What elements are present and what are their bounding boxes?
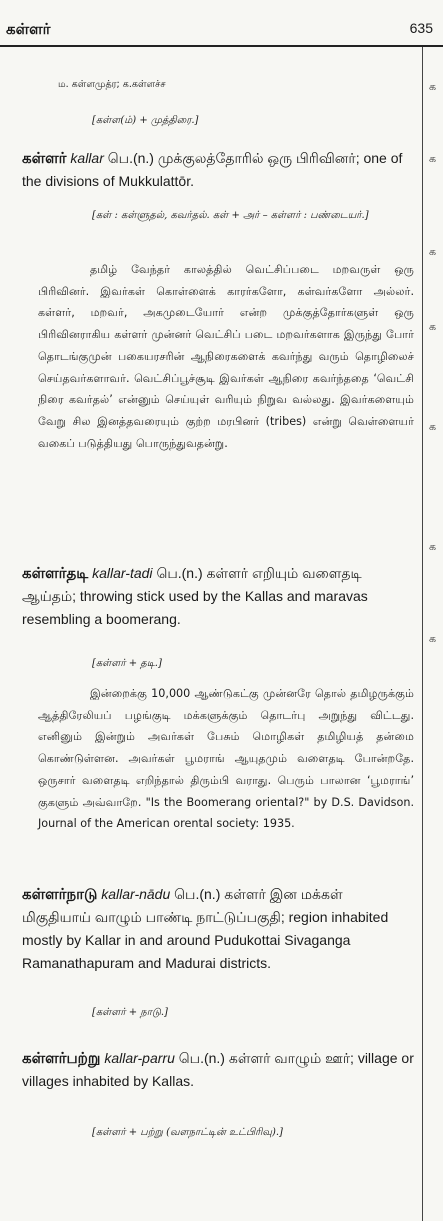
- transliteration: kallar-tadi: [92, 565, 153, 581]
- entry-paragraph: [38, 683, 414, 835]
- column-divider: [422, 47, 423, 1221]
- next-column-fragment: க: [429, 420, 437, 433]
- headword: கள்ளர்தடி: [22, 564, 89, 582]
- definition: கள்ளர் எறியும் வளைதடி ஆய்தம்; throwing stick used by the Kallas and maravas resembling a boomerang.: [22, 565, 368, 627]
- headword: கள்ளர்: [22, 149, 67, 167]
- next-column-fragment: க: [429, 80, 437, 93]
- transliteration: kallar-nādu: [101, 886, 171, 902]
- headword: கள்ளர்பற்று: [22, 1049, 101, 1067]
- transliteration: kallar: [70, 150, 104, 166]
- etymology-source: [கள்ள(ம்) + முத்திரை.]: [92, 115, 199, 126]
- etymology-source: [கள்ளர் + தடி.]: [92, 658, 162, 669]
- etymology-cognates: ம. கள்ளமுத்ர; க.கள்ளச்ச: [58, 79, 166, 90]
- headword: கள்ளர்நாடு: [22, 885, 98, 903]
- dictionary-entry: [22, 562, 414, 631]
- etymology-source: [கள்ளர் + பற்று (வளநாட்டின் உட்பிரிவு).]: [92, 1127, 283, 1138]
- definition: கள்ளர் வாழும் ஊர்; village or villages inhabited by Kallas.: [22, 1050, 414, 1089]
- etymology-source: [கள் : கள்ளுதல், கவர்தல். கள் + அர் – கள்ளர் : பண்டையர்.]: [92, 210, 369, 221]
- part-of-speech: பெ.(n.): [178, 1050, 225, 1066]
- dictionary-entry: [22, 1047, 414, 1093]
- page-header: [0, 0, 443, 44]
- dictionary-entry: [22, 883, 414, 975]
- dictionary-entry: [22, 147, 414, 193]
- part-of-speech: பெ.(n.): [156, 565, 203, 581]
- transliteration: kallar-parru: [104, 1050, 175, 1066]
- next-column-fragment: க: [429, 152, 437, 165]
- definition: முக்குலத்தோரில் ஒரு பிரிவினர்; one of the divisions of Mukkulattōr.: [22, 150, 403, 189]
- next-column-fragment: க: [429, 540, 437, 553]
- paragraph-text: இன்றைக்கு 10,000 ஆண்டுகட்கு முன்னரே தொல் தமிழருக்கும் ஆத்திரேலியப் பழங்குடி மக்களுக்கும் தொடர்பு அறுந்து விட்டது. எனினும் இன்றும் அவர்கள் பேசும் மொழிகள் தமிழியத் தன்மை கொண்டுள்ளன. அவர்கள் பூமராங் ஆயுதமும் வளைதடி போன்றதே. ஒருசார் வளைதடி எறிந்தால் திரும்பி வராது. பெரும் பாலான ‘பூமராங்’ குகளும் அவ்வாறே. "Is the Boomerang oriental?" by D.S. Davidson. Journal of the American orental society: 1935.: [38, 687, 414, 831]
- part-of-speech: பெ.(n.): [174, 886, 221, 902]
- paragraph-text: தமிழ் வேந்தர் காலத்தில் வெட்சிப்படை மறவருள் ஒரு பிரிவினர். இவர்கள் கொள்ளைக் காரர்களோ, கள்வர்களோ அல்லர். கள்ளர், மறவர், அகமுடையோர் என்ற முக்குத்தோர்களுள் ஒரு பிரிவினராகிய கள்ளர் முன்னர் வெட்சிப் படை மறவர்களாக இருந்து போர் தொடங்குமுன் பகையரசரின் ஆநிரைகளைக் கவர்ந்து வரும் தொழிலைச் செய்தவர்களாவர். வெட்சிப்பூச்சூடி இவர்கள் ஆநிரை கவர்ந்ததை ‘வெட்சி நிரை கவர்தல்’ என்னும் செய்யுள் வரியும் நிறுவ வல்லது. இவர்களையும் வேறு சில இனத்தவரையும் குற்ற மரபினர் (tribes) என்று வெள்ளையர் வகைப் படுத்தியது பொருந்துவதன்று.: [38, 263, 414, 450]
- next-column-fragment: க: [429, 245, 437, 258]
- header-guide-word: கள்ளர்: [6, 20, 51, 38]
- next-column-fragment: க: [429, 320, 437, 333]
- next-column-fragment: க: [429, 632, 437, 645]
- etymology-source: [கள்ளர் + நாடு.]: [92, 1007, 168, 1018]
- part-of-speech: பெ.(n.): [107, 150, 154, 166]
- entry-paragraph: [38, 259, 414, 454]
- page-number: 635: [409, 20, 433, 36]
- definition: கள்ளர் இன மக்கள் மிகுதியாய் வாழும் பாண்டி நாட்டுப்பகுதி; region inhabited mostly by Kallar in and around Pudukottai Sivaganga Ramanathapuram and Madurai districts.: [22, 886, 389, 971]
- header-rule: [0, 45, 443, 47]
